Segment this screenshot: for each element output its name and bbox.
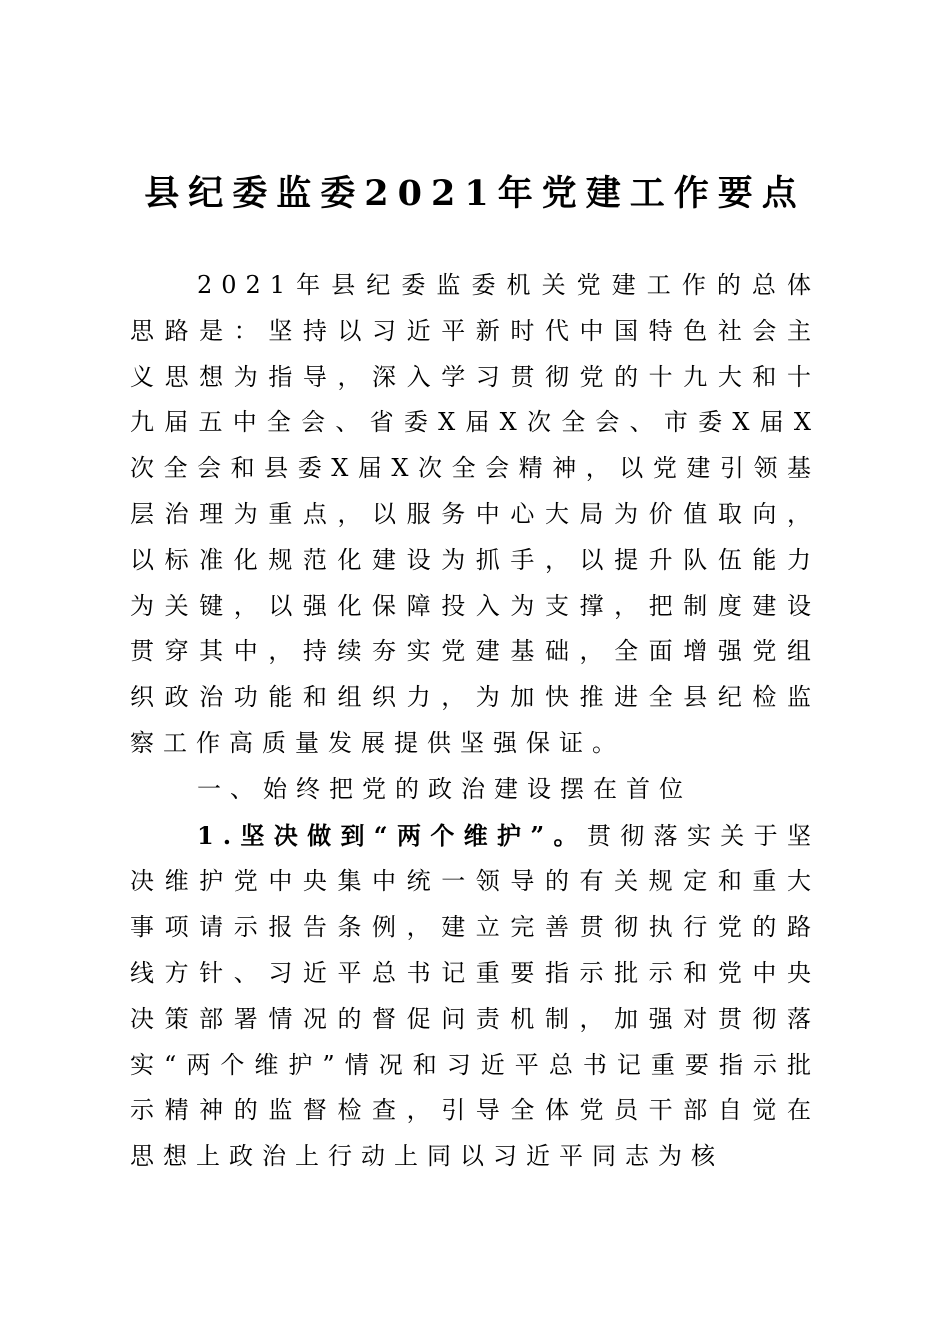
item-text: 贯彻落实关于坚决维护党中央集中统一领导的有关规定和重大事项请示报告条例，建立完善贯彻执行党的路线方针、习近平总书记重要指示批示和党中央决策部署情况的督促问责机制，加强对贯彻落实“两个维护”情况和习近平总书记重要指示批示精神的监督检查，引导全体党员干部自觉在思想上政治上行动上同以习近平同志为核 [130,821,820,1171]
item-lead: 1.坚决做到“两个维护”。 [197,820,587,850]
item-paragraph [130,813,820,1180]
document-body [130,263,820,1180]
document-title: 县纪委监委2021年党建工作要点 [144,173,806,214]
intro-paragraph: 2021年县纪委监委机关党建工作的总体思路是：坚持以习近平新时代中国特色社会主义思想为指导，深入学习贯彻党的十九大和十九届五中全会、省委X届X次全会、市委X届X次全会和县委X届X次全会精神，以党建引领基层治理为重点，以服务中心大局为价值取向，以标准化规范化建设为抓手，以提升队伍能力为关键，以强化保障投入为支撑，把制度建设贯穿其中，持续夯实党建基础，全面增强党组织政治功能和组织力，为加快推进全县纪检监察工作高质量发展提供坚强保证。 [130,271,820,757]
section-heading: 一、始终把党的政治建设摆在首位 [197,774,692,803]
